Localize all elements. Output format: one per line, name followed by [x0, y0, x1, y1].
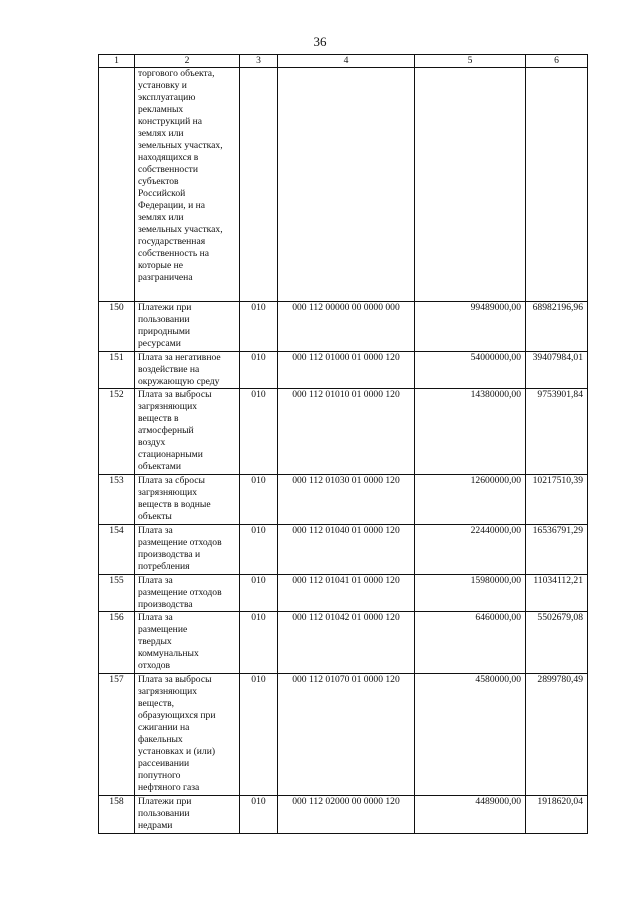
row-planned-cell: 4489000,00 [415, 796, 526, 834]
row-planned-cell: 15980000,00 [415, 575, 526, 612]
row-number-cell: 152 [99, 389, 135, 475]
row-code-cell: 000 112 01040 01 0000 120 [278, 525, 415, 575]
row-code-cell: 000 112 01042 01 0000 120 [278, 612, 415, 674]
column-header: 6 [526, 55, 588, 68]
row-code-cell: 000 112 01000 01 0000 120 [278, 352, 415, 389]
page-number: 36 [313, 34, 327, 49]
row-actual-cell: 10217510,39 [526, 475, 588, 525]
row-actual-cell: 16536791,29 [526, 525, 588, 575]
table-row [99, 674, 588, 796]
row-actual-cell: 68982196,96 [526, 302, 588, 352]
row-code3-cell [240, 68, 278, 302]
table-row [99, 575, 588, 612]
row-actual-cell [526, 68, 588, 302]
row-actual-cell: 2899780,49 [526, 674, 588, 796]
row-code3-cell: 010 [240, 612, 278, 674]
continuation-row [99, 68, 588, 302]
row-name-cell: Плата за размещение отходов производства и потребления [135, 525, 240, 575]
row-name-cell: Плата за выбросы загрязняющих веществ, образующихся при сжигании на факельных установках и (или) рассеивании попутного нефтяного газа [135, 674, 240, 796]
row-planned-cell: 4580000,00 [415, 674, 526, 796]
row-code-cell: 000 112 01030 01 0000 120 [278, 475, 415, 525]
row-number-cell: 157 [99, 674, 135, 796]
row-number-cell [99, 68, 135, 302]
row-code-cell [278, 68, 415, 302]
row-code3-cell: 010 [240, 475, 278, 525]
column-header: 5 [415, 55, 526, 68]
row-code3-cell: 010 [240, 352, 278, 389]
row-code-cell: 000 112 02000 00 0000 120 [278, 796, 415, 834]
row-actual-cell: 39407984,01 [526, 352, 588, 389]
row-code-cell: 000 112 01010 01 0000 120 [278, 389, 415, 475]
row-actual-cell: 5502679,08 [526, 612, 588, 674]
table-row [99, 525, 588, 575]
row-code-cell: 000 112 00000 00 0000 000 [278, 302, 415, 352]
table-row [99, 302, 588, 352]
row-number-cell: 156 [99, 612, 135, 674]
row-code3-cell: 010 [240, 389, 278, 475]
row-name-cell: Плата за негативное воздействие на окружающую среду [135, 352, 240, 389]
row-code3-cell: 010 [240, 674, 278, 796]
row-actual-cell: 1918620,04 [526, 796, 588, 834]
row-number-cell: 153 [99, 475, 135, 525]
table-header-row [99, 55, 588, 68]
row-name-cell: Плата за размещение отходов производства [135, 575, 240, 612]
row-name-cell: Плата за выбросы загрязняющих веществ в атмосферный воздух стационарными объектами [135, 389, 240, 475]
row-code3-cell: 010 [240, 525, 278, 575]
row-planned-cell: 12600000,00 [415, 475, 526, 525]
row-planned-cell: 99489000,00 [415, 302, 526, 352]
row-actual-cell: 11034112,21 [526, 575, 588, 612]
column-header: 4 [278, 55, 415, 68]
table-row [99, 352, 588, 389]
row-code-cell: 000 112 01041 01 0000 120 [278, 575, 415, 612]
row-code3-cell: 010 [240, 796, 278, 834]
row-planned-cell: 22440000,00 [415, 525, 526, 575]
row-code3-cell: 010 [240, 302, 278, 352]
row-name-cell: Платежи при пользовании недрами [135, 796, 240, 834]
row-code-cell: 000 112 01070 01 0000 120 [278, 674, 415, 796]
table-row [99, 612, 588, 674]
row-code3-cell: 010 [240, 575, 278, 612]
row-number-cell: 155 [99, 575, 135, 612]
budget-table [98, 54, 588, 834]
table-row [99, 796, 588, 834]
row-name-cell: Плата за сбросы загрязняющих веществ в водные объекты [135, 475, 240, 525]
row-name-cell: Платежи при пользовании природными ресурсами [135, 302, 240, 352]
row-name-cell: торгового объекта, установку и эксплуатацию рекламных конструкций на землях или земельных участках, находящихся в собственности субъектов Российской Федерации, и на землях или земельных участках, государственная собственность на которые не разграничена [135, 68, 240, 302]
row-number-cell: 158 [99, 796, 135, 834]
row-number-cell: 151 [99, 352, 135, 389]
row-planned-cell: 6460000,00 [415, 612, 526, 674]
row-planned-cell: 54000000,00 [415, 352, 526, 389]
column-header: 1 [99, 55, 135, 68]
table-row [99, 389, 588, 475]
row-actual-cell: 9753901,84 [526, 389, 588, 475]
row-planned-cell: 14380000,00 [415, 389, 526, 475]
column-header: 3 [240, 55, 278, 68]
column-header: 2 [135, 55, 240, 68]
row-name-cell: Плата за размещение твердых коммунальных отходов [135, 612, 240, 674]
row-number-cell: 150 [99, 302, 135, 352]
row-number-cell: 154 [99, 525, 135, 575]
table-row [99, 475, 588, 525]
row-planned-cell [415, 68, 526, 302]
